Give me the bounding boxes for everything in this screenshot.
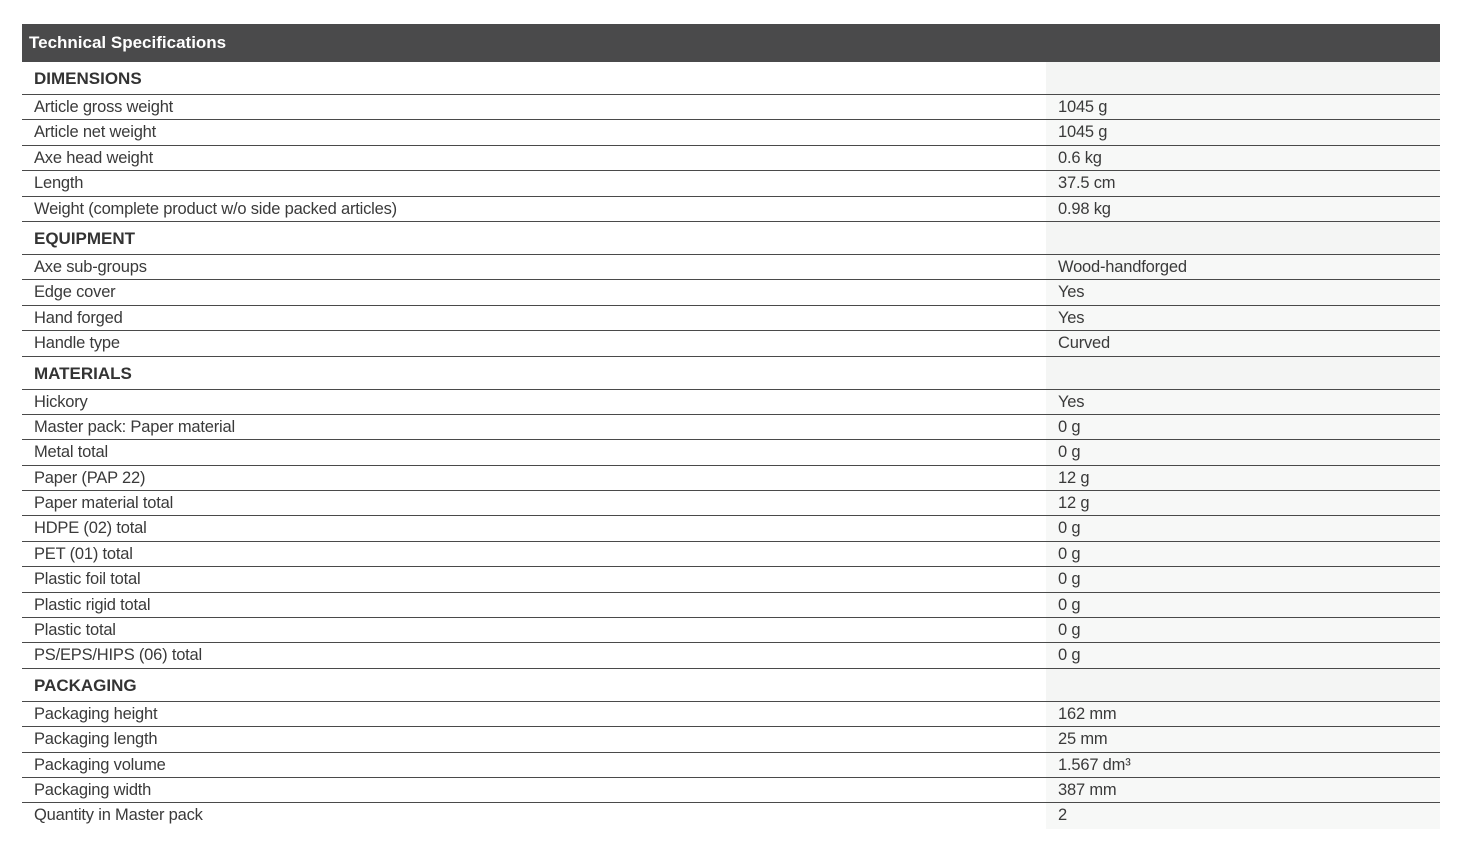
spec-label: Length [34, 174, 84, 193]
spec-value: 0 g [1046, 415, 1440, 439]
section-header [22, 222, 1440, 255]
spec-label: HDPE (02) total [34, 519, 147, 538]
section-title: MATERIALS [34, 363, 132, 383]
table-row [22, 542, 1440, 567]
table-row [22, 306, 1440, 331]
spec-value: 2 [1046, 803, 1440, 828]
table-row [22, 803, 1440, 828]
spec-value: 162 mm [1046, 702, 1440, 726]
table-row [22, 95, 1440, 120]
spec-label: Article net weight [34, 123, 157, 142]
section-value-blank [1046, 222, 1440, 254]
spec-label: Paper (PAP 22) [34, 468, 146, 487]
section-dimensions [22, 62, 1440, 222]
spec-label: Quantity in Master pack [34, 806, 203, 825]
spec-label: Edge cover [34, 283, 116, 302]
spec-label: Master pack: Paper material [34, 417, 235, 436]
spec-label: Metal total [34, 443, 108, 462]
spec-value: 12 g [1046, 466, 1440, 490]
table-row [22, 593, 1440, 618]
spec-value: 0 g [1046, 643, 1440, 667]
table-row [22, 491, 1440, 516]
spec-label: PS/EPS/HIPS (06) total [34, 646, 203, 665]
table-row [22, 171, 1440, 196]
table-row [22, 255, 1440, 280]
spec-value: 1045 g [1046, 120, 1440, 144]
spec-label: Axe head weight [34, 148, 154, 167]
table-row [22, 146, 1440, 171]
section-title: DIMENSIONS [34, 69, 142, 88]
spec-label: Paper material total [34, 494, 174, 513]
section-packaging [22, 669, 1440, 829]
table-row [22, 778, 1440, 803]
section-header [22, 669, 1440, 702]
spec-value: 37.5 cm [1046, 171, 1440, 195]
technical-specifications-table [22, 24, 1440, 829]
spec-label: Plastic rigid total [34, 595, 151, 614]
table-row [22, 331, 1440, 356]
section-header [22, 357, 1440, 390]
table-row [22, 727, 1440, 752]
section-materials [22, 357, 1440, 669]
table-row [22, 415, 1440, 440]
table-row [22, 120, 1440, 145]
table-row [22, 280, 1440, 305]
table-row [22, 466, 1440, 491]
spec-value: Curved [1046, 331, 1440, 355]
spec-value: Yes [1046, 390, 1440, 414]
spec-value: 0 g [1046, 516, 1440, 540]
spec-value: Yes [1046, 306, 1440, 330]
table-title: Technical Specifications [22, 24, 1440, 62]
section-value-blank [1046, 62, 1440, 94]
table-row [22, 753, 1440, 778]
spec-label: Hand forged [34, 308, 123, 327]
spec-value: Wood-handforged [1046, 255, 1440, 279]
spec-value: 25 mm [1046, 727, 1440, 751]
spec-value: Yes [1046, 280, 1440, 304]
spec-value: 387 mm [1046, 778, 1440, 802]
table-row [22, 702, 1440, 727]
spec-value: 1045 g [1046, 95, 1440, 119]
spec-label: Packaging height [34, 704, 158, 723]
spec-label: PET (01) total [34, 544, 133, 563]
section-equipment [22, 222, 1440, 357]
spec-value: 0 g [1046, 567, 1440, 591]
spec-value: 0 g [1046, 593, 1440, 617]
spec-value: 12 g [1046, 491, 1440, 515]
spec-label: Packaging volume [34, 755, 166, 774]
table-row [22, 390, 1440, 415]
table-row [22, 567, 1440, 592]
spec-label: Plastic total [34, 621, 116, 640]
section-title: PACKAGING [34, 675, 137, 695]
table-row [22, 197, 1440, 222]
section-value-blank [1046, 669, 1440, 701]
table-row [22, 618, 1440, 643]
spec-value: 0 g [1046, 440, 1440, 464]
spec-label: Hickory [34, 392, 88, 411]
section-header [22, 62, 1440, 95]
spec-label: Weight (complete product w/o side packed articles) [34, 199, 397, 218]
spec-value: 0.6 kg [1046, 146, 1440, 170]
spec-value: 0 g [1046, 618, 1440, 642]
spec-label: Plastic foil total [34, 570, 141, 589]
spec-label: Axe sub-groups [34, 257, 147, 276]
spec-value: 0.98 kg [1046, 197, 1440, 221]
spec-label: Handle type [34, 334, 120, 353]
table-row [22, 643, 1440, 668]
section-value-blank [1046, 357, 1440, 389]
spec-label: Packaging length [34, 730, 158, 749]
spec-value: 1.567 dm³ [1046, 753, 1440, 777]
section-title: EQUIPMENT [34, 228, 136, 248]
spec-label: Packaging width [34, 780, 152, 799]
spec-label: Article gross weight [34, 98, 174, 116]
table-row [22, 440, 1440, 465]
table-row [22, 516, 1440, 541]
spec-value: 0 g [1046, 542, 1440, 566]
